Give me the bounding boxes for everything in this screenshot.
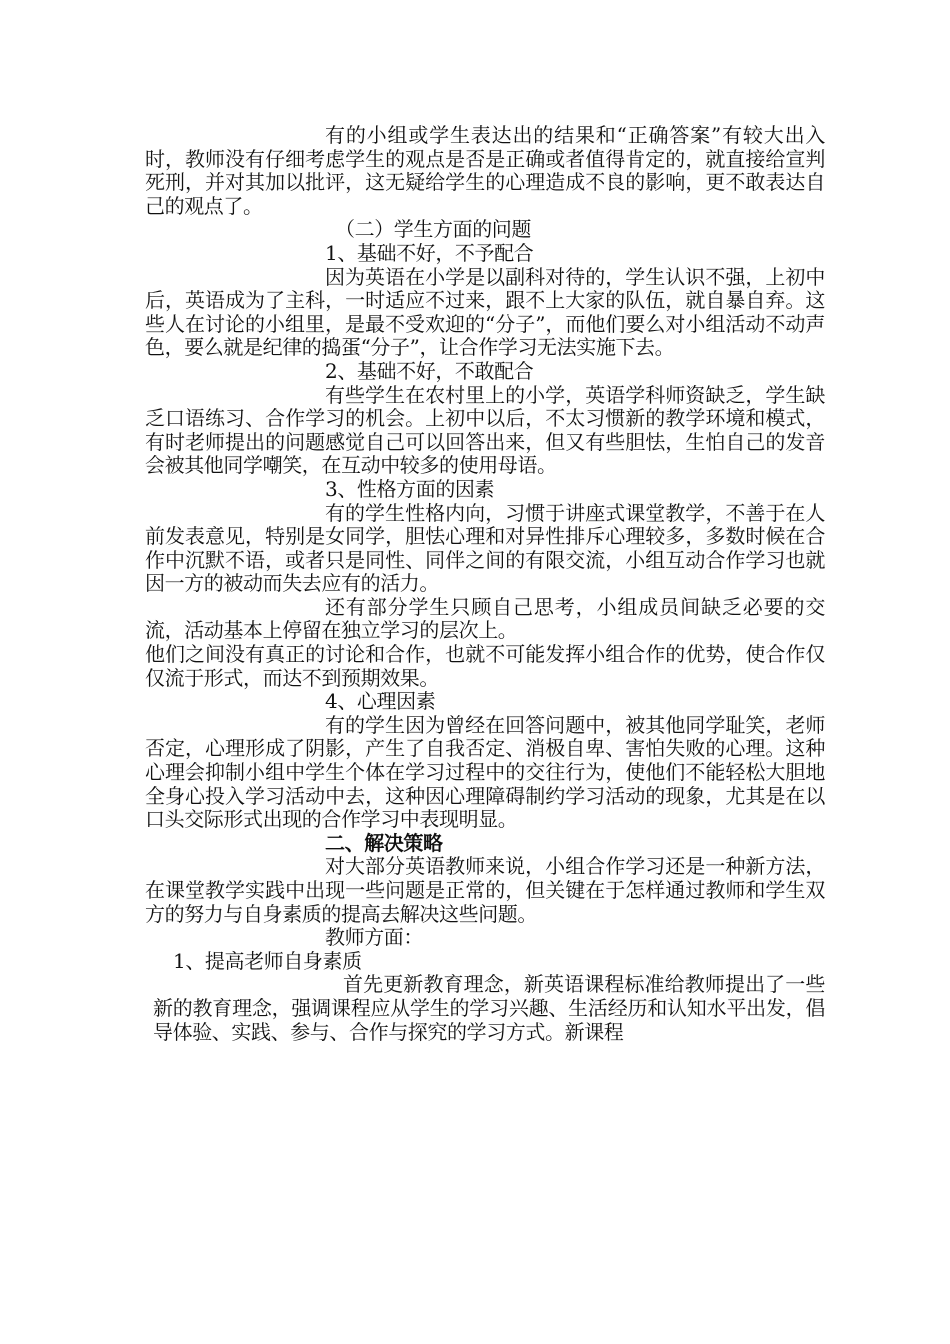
paragraph-solutions-intro: 对大部分英语教师来说，小组合作学习还是一种新方法，在课堂教学实践中出现一些问题是正常的，但关键在于怎样通过教师和学生双方的努力与自身素质的提高去解决这些问题。	[145, 854, 825, 926]
subheading-psychological-factors: 4、心理因素	[325, 689, 436, 714]
paragraph-psychological-factors: 有的学生因为曾经在回答问题中，被其他同学耻笑，老师否定，心理形成了阴影，产生了自我否定、消极自卑、害怕失败的心理。这种心理会抑制小组中学生个体在学习过程中的交往行为，使他们不能轻松大胆地全身心投入学习活动中去，这种因心理障碍制约学习活动的现象，尤其是在以口头交际形式出现的合作学习中表现明显。	[145, 712, 825, 832]
subheading-weak-foundation-uncooperative: 1、基础不好，不予配合	[325, 240, 534, 265]
paragraph-formality: 他们之间没有真正的讨论和合作，也就不可能发挥小组合作的优势，使合作仅仅流于形式，而达不到预期效果。	[145, 642, 825, 690]
paragraph-update-education-concept: 首先更新教育理念，新英语课程标准给教师提出了一些新的教育理念，强调课程应从学生的学习兴趣、生活经历和认知水平出发，倡导体验、实践、参与、合作与探究的学习方式。新课程	[153, 972, 825, 1044]
subheading-personality-factors: 3、性格方面的因素	[325, 476, 495, 501]
paragraph-weak-foundation-uncooperative: 因为英语在小学是以副科对待的，学生认识不强，上初中后，英语成为了主科，一时适应不过来，跟不上大家的队伍，就自暴自弃。这些人在讨论的小组里，是最不受欢迎的“分子”，而他们要么对小组活动不动声色，要么就是纪律的捣蛋“分子”，让合作学习无法实施下去。	[145, 264, 825, 360]
section-heading-student-problems: （二）学生方面的问题	[335, 217, 531, 242]
document-body	[145, 124, 825, 1044]
paragraph-independent-thinking: 还有部分学生只顾自己思考，小组成员间缺乏必要的交流，活动基本上停留在独立学习的层次上。	[145, 594, 825, 643]
subheading-weak-foundation-afraid: 2、基础不好，不敢配合	[325, 358, 534, 383]
subheading-improve-teacher-quality: 1、提高老师自身素质	[173, 948, 362, 973]
paragraph-teacher-judgement: 有的小组或学生表达出的结果和“正确答案”有较大出入时，教师没有仔细考虑学生的观点是否是正确或者值得肯定的，就直接给宣判死刑，并对其加以批评，这无疑给学生的心理造成不良的影响，更不敢表达自己的观点了。	[145, 123, 825, 218]
section-heading-solutions: 二、解决策略	[325, 830, 443, 855]
paragraph-personality-factors: 有的学生性格内向，习惯于讲座式课堂教学，不善于在人前发表意见，特别是女同学，胆怯心理和对异性排斥心理较多，多数时候在合作中沉默不语，或者只是同性、同伴之间的有限交流，小组互动合作学习也就因一方的被动而失去应有的活力。	[145, 500, 825, 596]
paragraph-weak-foundation-afraid: 有些学生在农村里上的小学，英语学科师资缺乏，学生缺乏口语练习、合作学习的机会。上初中以后，不太习惯新的教学环境和模式，有时老师提出的问题感觉自己可以回答出来，但又有些胆怯，生怕自己的发音会被其他同学嘲笑，在互动中较多的使用母语。	[145, 382, 825, 478]
subheading-teacher-aspect: 教师方面：	[325, 925, 423, 950]
